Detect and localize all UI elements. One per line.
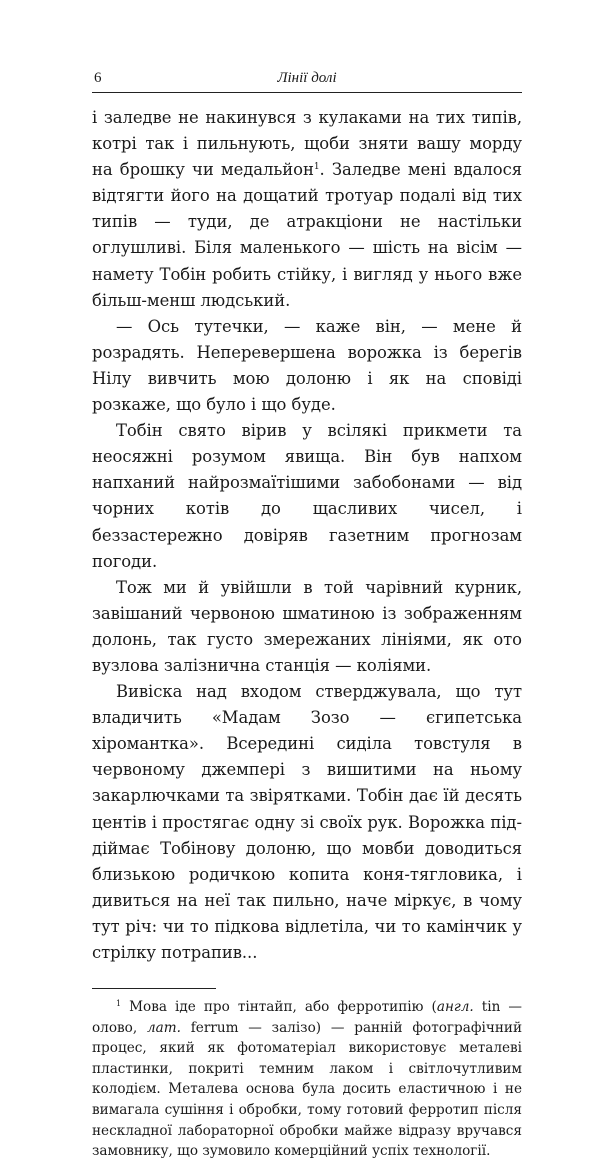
page-number: 6 — [94, 70, 102, 86]
paragraph-4: Тож ми й увійшли в той чарівний курник, завішаний червоною шматиною із зображенням долонь, так густо змережаних лініями, як ото вузлова залізнична станція — коліями. — [92, 577, 522, 675]
footnote-reference: 1 — [313, 162, 320, 173]
paragraph-1 — [92, 105, 522, 314]
paragraph-1-part-b: . Заледве мені вдалося відтягти його на дощатий тротуар подалі від тих типів — туди, де атракціони не настільки оглушливі. Біля маленького — шість на вісім — намету Тобін робить стійку, і вигляд у нього вже більш-менш людський. — [92, 160, 522, 310]
paragraph-2: — Ось тутечки, — каже він, — мене й розрадять. Неперевершена ворожка із берегів Нілу вивчить мою долоню і як на сповіді розкаже, що було і що буде. — [92, 316, 522, 415]
footnote-divider — [92, 988, 216, 989]
book-title: Лінії долі — [277, 70, 337, 86]
paragraph-3: Тобін свято вірив у всілякі прикмети та неосяжні розумом явища. Він був напхом напханий найрозмаїтішими забобонами — від чорних котів до щасливих чисел, і беззастережно довіряв газетним прогнозам погоди. — [92, 421, 522, 571]
book-page — [92, 66, 522, 1162]
footnote — [92, 997, 522, 1162]
running-head — [92, 66, 522, 93]
paragraph-1-part-a: і заледве не накинувся з кулаками на тих типів, котрі так і пильнують, щоби зняти вашу морду на брошку чи медальйон — [92, 108, 522, 180]
footnote-italic-lat: лат. — [146, 1019, 181, 1036]
body-text — [92, 105, 522, 966]
footnote-italic-engl: англ. — [436, 999, 474, 1016]
footnote-marker: 1 — [116, 999, 122, 1009]
paragraph-5: Вивіска над входом стверджувала, що тут владичить «Мадам Зозо — єгипетська хіромантка». Всередині сиділа товстуля в червоному джемпері з вишитими на ньому закарлючками та звірятками. Тобін дає їй десять центів і простягає одну зі своїх рук. Ворожка піддіймає Тобінову долоню, що мовби доводиться близькою родичкою копита коня-тягловика, і дивиться на неї так пильно, наче міркує, в чому тут річ: чи то підкова відлетіла, чи то камінчик у стрілку потрапив... — [92, 682, 522, 962]
footnote-text-1: Мова іде про тінтайп, або ферротипію ( — [121, 999, 437, 1016]
footnote-text-3: ferrum — залізо) — ранній фотографічний процес, який як фотоматеріал використовує металеві пластинки, покриті темним лаком і світлочутливим колодієм. Металева основа була досить еластичною і не вимагала сушіння і обробки, тому готовий ферротип після нескладної лабораторної обробки майже відразу вручався замовнику, що зумовило комерційний успіх технології. — [92, 1019, 523, 1160]
footnote-text-2: tin — олово, — [92, 999, 522, 1036]
